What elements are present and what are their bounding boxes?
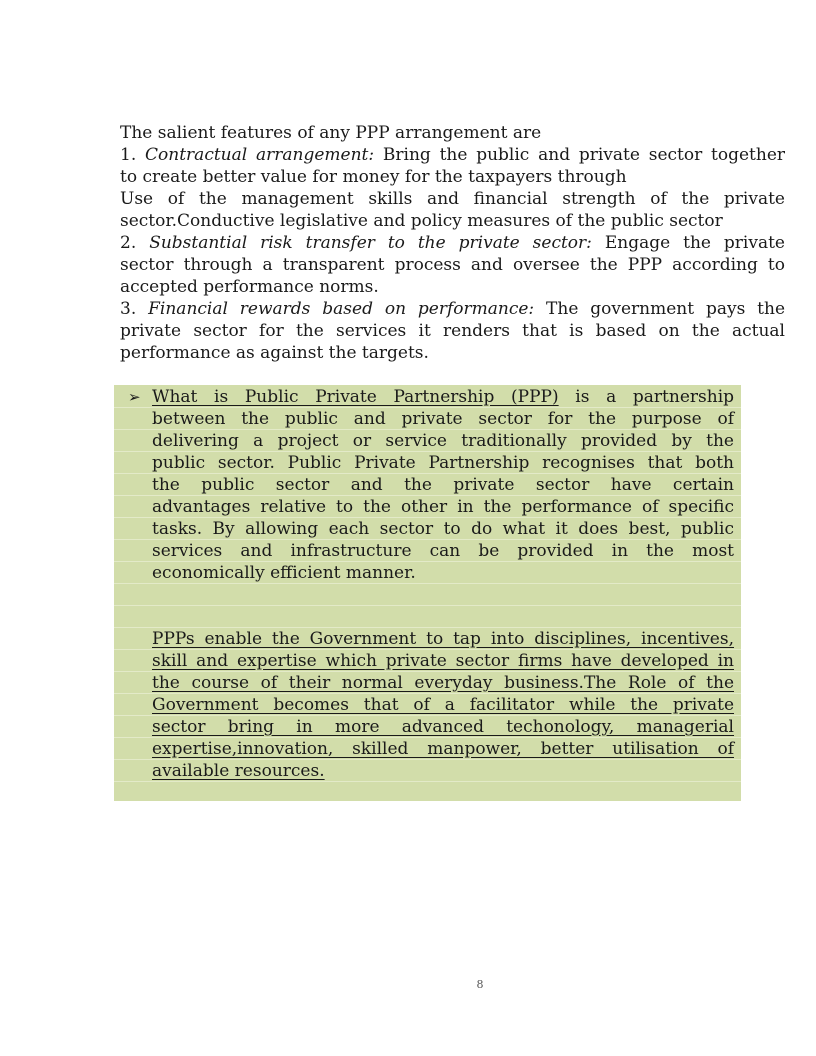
intro-line: The salient features of any PPP arrangement are [120,123,542,143]
box-para1-line: advantages relative to the other in the performance of specific [152,497,734,517]
item3-line1: 3. Financial rewards based on performance: The government pays the [120,299,786,319]
box-para1-line: economically efficient manner. [152,563,416,583]
item3-line2: private sector for the services it renders that is based on the actual [120,321,785,341]
box-para1-line: services and infrastructure can be provided in the most [152,541,734,561]
item2-line3: accepted performance norms. [120,277,379,297]
box-para1-line: delivering a project or service traditionally provided by the [152,431,734,451]
box-para1-line: tasks. By allowing each sector to do what it does best, public [152,519,734,539]
item2-title: Substantial risk transfer to the private sector: [149,233,592,253]
item1-title: Contractual arrangement: [145,145,375,165]
ppp-definition-link[interactable]: What is Public Private Partnership (PPP) [152,387,559,407]
box-para1-line: the public sector and the private sector have certain [152,475,734,495]
item1-line4: sector.Conductive legislative and policy measures of the public sector [120,211,723,231]
item1-line3: Use of the management skills and financial strength of the private [120,189,785,209]
box-para1-line: between the public and private sector for the purpose of [152,409,734,429]
arrow-bullet-icon: ➢ [128,388,141,406]
box-para2-line: sector bring in more advanced techonology, managerial [152,717,734,737]
box-para2-line: skill and expertise which private sector firms have developed in [152,651,734,671]
box-para2-line: the course of their normal everyday business.The Role of the [152,673,734,693]
item3-title: Financial rewards based on performance: [148,299,535,319]
box-para2-line: available resources. [152,761,325,781]
highlight-text [152,386,734,782]
box-para2-line: expertise,innovation, skilled manpower, better utilisation of [152,739,734,759]
item2-line1: 2. Substantial risk transfer to the private sector: Engage the private [120,233,785,253]
main-text [120,122,785,364]
item1-line2: to create better value for money for the taxpayers through [120,167,627,187]
item2-line2: sector through a transparent process and oversee the PPP according to [120,255,785,275]
box-para1-line1: What is Public Private Partnership (PPP) is a partnership [152,387,735,407]
box-para1-line: public sector. Public Private Partnership recognises that both [152,453,734,473]
item1-line1: 1. Contractual arrangement: Bring the public and private sector together [120,145,786,165]
page-number: 8 [476,978,484,991]
box-para2-line: PPPs enable the Government to tap into disciplines, incentives, [152,629,734,649]
box-para2-line: Government becomes that of a facilitator while the private [152,695,734,715]
item3-line3: performance as against the targets. [120,343,429,363]
